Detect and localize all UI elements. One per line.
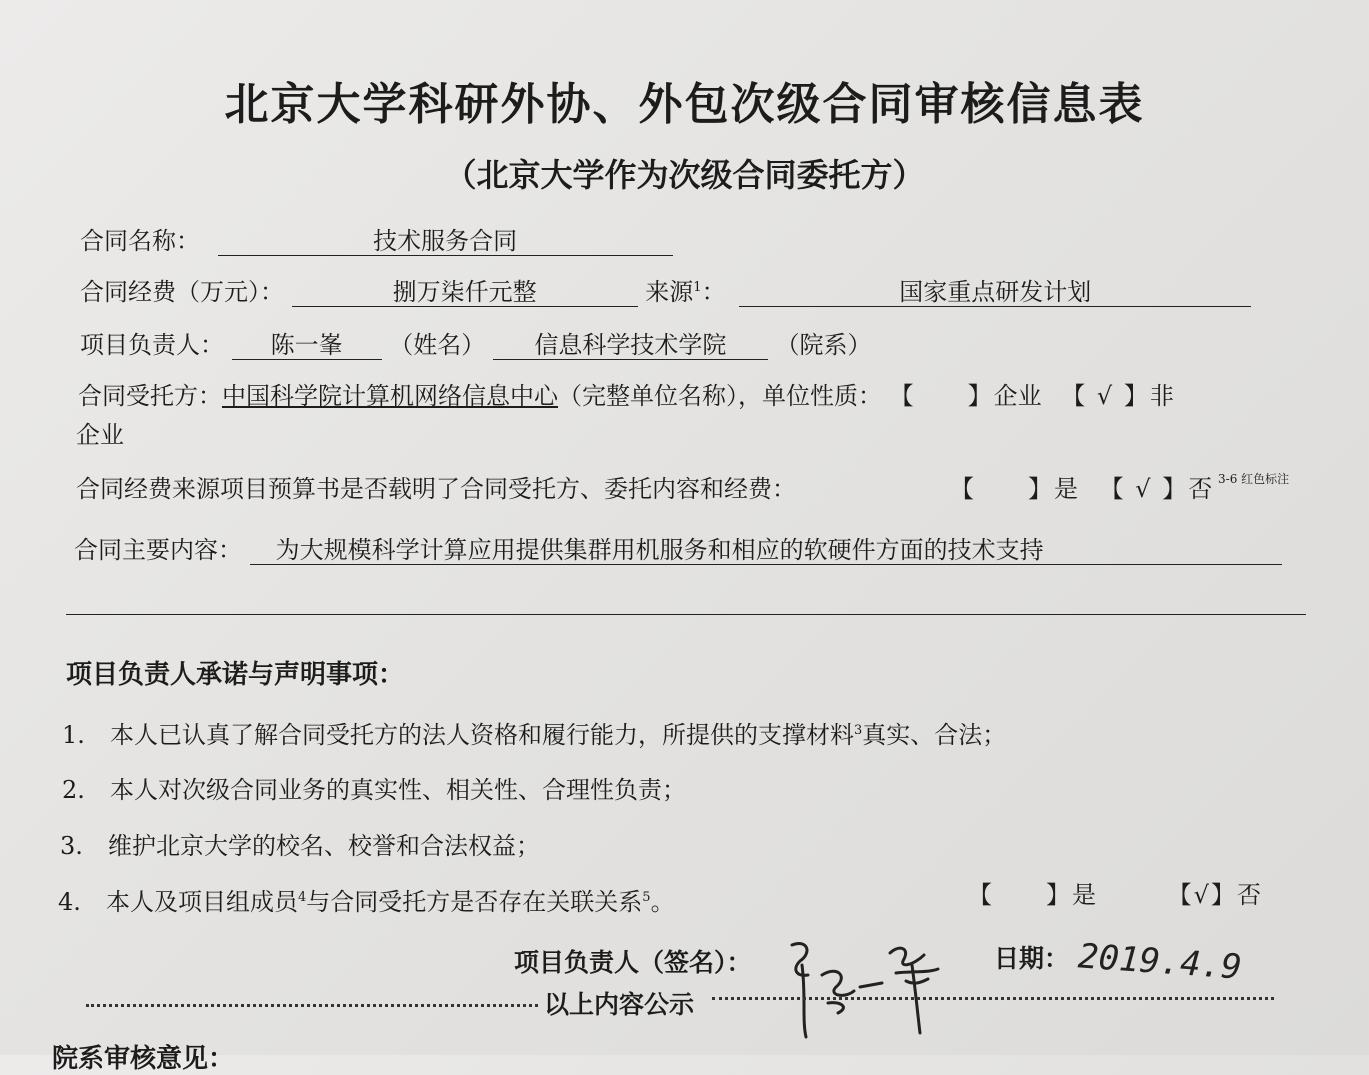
pi-name-value: 陈一峯 (232, 331, 382, 360)
nature-enterprise-label: 企业 (993, 382, 1042, 410)
budget-yes-box[interactable]: 【 】 (950, 475, 1054, 503)
nature-enterprise-box[interactable]: 【 】 (889, 382, 994, 410)
budget-yes-label: 是 (1054, 475, 1078, 503)
item-footnote-2: 5 (642, 890, 651, 905)
item4-yes-label: 是 (1072, 881, 1096, 909)
budget-question: 合同经费来源项目预算书是否载明了合同受托方、委托内容和经费： (76, 475, 796, 503)
nature-non-enterprise-label: 非 (1149, 382, 1174, 410)
declaration-item-3 (60, 831, 540, 861)
handwritten-date: 2019.4.9 (1076, 936, 1243, 988)
department-value: 信息科学技术学院 (493, 331, 768, 360)
department-note: （院系） (775, 331, 872, 359)
declaration-heading: 项目负责人承诺与声明事项： (66, 660, 405, 690)
source-colon: ： (701, 278, 726, 306)
trustee-row (78, 381, 1174, 411)
item-number: 3. (60, 832, 83, 860)
budget-no-box[interactable]: 【 √ 】 (1099, 475, 1189, 503)
trustee-value: 中国科学院计算机网络信息中心 (222, 382, 558, 410)
declaration-item-2 (62, 775, 686, 805)
signature-label: 项目负责人（签名）： (514, 948, 752, 977)
item4-no-label: 否 (1236, 881, 1261, 909)
item-text-cont: 真实、合法； (862, 721, 1007, 749)
item-text-end: 。 (650, 888, 675, 916)
funding-label: 合同经费（万元）： (80, 278, 284, 306)
item-text: 本人已认真了解合同受托方的法人资格和履行能力，所提供的支撑材料 (110, 721, 854, 749)
item-text: 本人对次级合同业务的真实性、相关性、合理性负责； (110, 776, 686, 804)
item-number: 4. (58, 888, 81, 916)
pi-row (80, 330, 872, 360)
item-number: 1. (62, 721, 85, 749)
source-label: 来源 (645, 278, 694, 306)
funding-row (80, 277, 1251, 307)
handwritten-signature (778, 925, 948, 1045)
item-text: 维护北京大学的校名、校誉和合法权益； (108, 832, 540, 860)
item4-answer (968, 880, 1261, 910)
item-footnote: 4 (298, 890, 307, 905)
content-value: 为大规模科学计算应用提供集群用机服务和相应的软硬件方面的技术支持 (250, 536, 1282, 565)
nature-non-enterprise-box[interactable]: 【 √ 】 (1061, 382, 1150, 410)
source-value: 国家重点研发计划 (739, 278, 1251, 307)
pi-label: 项目负责人： (80, 331, 224, 359)
budget-answer (950, 474, 1212, 504)
item-footnote: 3 (854, 723, 863, 738)
funding-value: 捌万柒仟元整 (292, 278, 638, 307)
department-review-heading: 院系审核意见： (52, 1044, 235, 1074)
contract-name-value: 技术服务合同 (218, 227, 673, 256)
content-blank-line (66, 614, 1306, 615)
item-text-cont: 与合同受托方是否存在关联关系 (306, 888, 643, 916)
trustee-label: 合同受托方： (78, 382, 222, 410)
trustee-note: （完整单位名称），单位性质： (558, 382, 882, 410)
item-text: 本人及项目组成员 (106, 888, 298, 916)
item-number: 2. (62, 776, 85, 804)
dotted-divider-left (86, 1004, 538, 1007)
public-notice-label: 以上内容公示 (544, 990, 695, 1019)
date-label: 日期： (994, 944, 1070, 973)
declaration-item-4 (58, 887, 675, 917)
content-label: 合同主要内容： (74, 536, 242, 564)
declaration-item-1 (62, 720, 1006, 750)
item4-no-box[interactable]: 【√】 (1167, 881, 1237, 909)
document-title: 北京大学科研外协、外包次级合同审核信息表 (224, 79, 1145, 130)
budget-note: 3-6 红色标注 (1218, 472, 1290, 486)
pi-name-note: （姓名） (389, 331, 486, 359)
budget-no-label: 否 (1188, 475, 1213, 503)
content-row (74, 535, 1282, 565)
nature-non-enterprise-label-cont: 企业 (76, 421, 124, 449)
document-subtitle: （北京大学作为次级合同委托方） (444, 156, 925, 194)
contract-name-row (80, 226, 673, 256)
item4-yes-box[interactable]: 【 】 (968, 881, 1072, 909)
contract-name-label: 合同名称： (80, 227, 200, 255)
dotted-divider-right (712, 997, 1274, 1000)
source-footnote: 1 (693, 280, 702, 295)
